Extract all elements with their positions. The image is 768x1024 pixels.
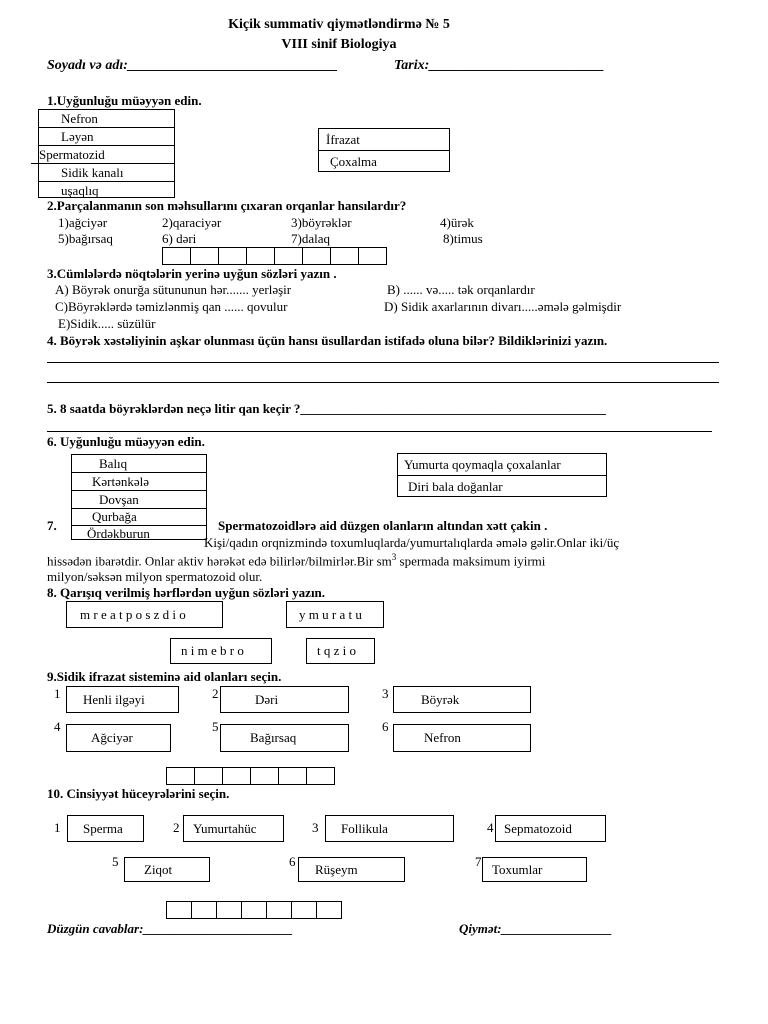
q2-option: 5)bağırsaq <box>58 231 113 246</box>
q9-option-box[interactable]: Bağırsaq <box>220 724 349 752</box>
q8-word-box: y m u r a t u <box>286 601 384 628</box>
q6-right-item: Yumurta qoymaqla çoxalanlar <box>398 454 606 476</box>
q9-number: 5 <box>212 719 219 734</box>
q7-text-line: milyon/səksən milyon spermatozoid olur. <box>47 569 263 584</box>
q10-number: 2 <box>173 820 180 835</box>
q7-number: 7. <box>47 518 57 533</box>
q6-left-item: Dovşan <box>72 491 206 509</box>
q3-item-e: E)Sidik..... süzülür <box>58 316 156 331</box>
q10-option-box[interactable]: Follikula <box>325 815 454 842</box>
q10-option-box[interactable]: Toxumlar <box>482 857 587 882</box>
q9-option-box[interactable]: Henli ilgəyi <box>66 686 179 713</box>
q7-text-part: hissədən ibarətdir. Onlar aktiv hərəkət edə bilirlər/bilmirlər.Bir sm <box>47 553 392 569</box>
q6-left-item: Ördəkburun <box>87 526 150 541</box>
q3-title: 3.Cümlələrdə nöqtələrin yerinə uyğun sözləri yazın . <box>47 266 337 281</box>
q9-number: 3 <box>382 686 389 701</box>
q1-left-item: Nefron <box>39 110 174 128</box>
q3-item-b: B) ...... və..... tək orqanlardır <box>387 282 535 297</box>
q2-option: 1)ağciyər <box>58 215 108 230</box>
q10-option-box[interactable]: Ziqot <box>124 857 210 882</box>
q2-option: 6) dəri <box>162 231 197 246</box>
q6-left-item: Kərtənkələ <box>72 473 206 491</box>
q10-title: 10. Cinsiyyət hüceyrələrini seçin. <box>47 786 230 801</box>
q10-option-box[interactable]: Yumurtahüc <box>183 815 284 842</box>
q2-option: 3)böyrəklər <box>291 215 352 230</box>
q8-word-box: n i m e b r o <box>170 638 272 664</box>
answers-field[interactable]: Düzgün cavablar:_______________________ <box>47 921 293 936</box>
q10-number: 1 <box>54 820 61 835</box>
q5-answer-line[interactable] <box>47 431 712 432</box>
q9-option-box[interactable]: Ağciyər <box>66 724 171 752</box>
q5-title: 5. 8 saatda böyrəklərdən neçə litir qan keçir ?_______________________________________________ <box>47 401 606 416</box>
q10-answer-cells[interactable] <box>167 901 342 919</box>
q1-left-item: uşaqlıq <box>61 183 99 198</box>
q8-word-box: t q z i o <box>306 638 375 664</box>
q3-item-a: A) Böyrək onurğa sütununun hər....... yerləşir <box>55 282 292 297</box>
q7-title: Spermatozoidlərə aid düzgen olanların altından xətt çakin . <box>218 518 548 533</box>
q6-title: 6. Uyğunluğu müəyyən edin. <box>47 434 205 449</box>
q4-answer-line[interactable] <box>47 382 719 383</box>
q2-title: 2.Parçalanmanın son məhsullarını çıxaran orqanlar hansılardır? <box>47 198 407 213</box>
q9-number: 2 <box>212 686 219 701</box>
q9-number: 6 <box>382 719 389 734</box>
page-title: Kiçik summativ qiymətləndirmə № 5 <box>228 17 450 32</box>
q10-number: 6 <box>289 854 296 869</box>
q4-title: 4. Böyrək xəstəliyinin aşkar olunması üçün hansı üsullardan istifadə oluna bilər? Bildiklərinizi yazın. <box>47 333 608 348</box>
q9-number: 1 <box>54 686 61 701</box>
q1-left-item: Spermatozid <box>31 146 174 164</box>
q2-answer-cells[interactable] <box>163 247 387 265</box>
q6-right-table <box>397 453 607 497</box>
q6-left-item: Qurbağa <box>72 509 206 526</box>
q1-right-table <box>318 128 450 172</box>
name-field[interactable]: Soyadı və adı:______________________________ <box>47 58 338 73</box>
q3-item-c: C)Böyrəklərdə təmizlənmiş qan ...... qovulur <box>55 299 288 314</box>
q2-option: 8)timus <box>443 231 483 246</box>
q2-option: 2)qaraciyər <box>162 215 222 230</box>
q1-left-item: Ləyən <box>39 128 174 146</box>
q9-option-box[interactable]: Dəri <box>220 686 349 713</box>
q8-title: 8. Qarışıq verilmiş hərflərdən uyğun sözləri yazın. <box>47 585 326 600</box>
grade-field[interactable]: Qiymət:_________________ <box>459 921 613 936</box>
q1-right-item: İfrazat <box>319 129 449 151</box>
q9-number: 4 <box>54 719 61 734</box>
q7-text-part: spermada maksimum iyirmi <box>396 553 546 569</box>
q6-right-item: Diri bala doğanlar <box>408 479 503 494</box>
q9-title: 9.Sidik ifrazat sisteminə aid olanları seçin. <box>47 669 282 684</box>
q10-number: 4 <box>487 820 494 835</box>
q3-item-d: D) Sidik axarlarının divarı.....əmələ gəlmişdir <box>384 299 622 314</box>
q1-left-item: Sidik kanalı <box>39 164 174 182</box>
q6-left-item: Balıq <box>72 455 206 473</box>
q2-option: 7)dalaq <box>291 231 330 246</box>
q6-left-table <box>71 454 207 540</box>
date-field[interactable]: Tarix:_________________________ <box>394 58 605 73</box>
q1-left-table <box>38 109 175 198</box>
q1-right-item: Çoxalma <box>330 154 377 169</box>
q2-option: 4)ürək <box>440 215 474 230</box>
q7-text-line <box>47 552 545 569</box>
q4-answer-line[interactable] <box>47 362 719 363</box>
q10-option-box[interactable]: Sepmatozoid <box>495 815 606 842</box>
q9-answer-cells[interactable] <box>167 767 335 785</box>
q10-option-box[interactable]: Rüşeym <box>298 857 405 882</box>
q9-option-box[interactable]: Nefron <box>393 724 531 752</box>
q10-number: 3 <box>312 820 319 835</box>
q8-word-box: m r e a t p o s z d i o <box>66 601 223 628</box>
page-subtitle: VIII sinif Biologiya <box>281 37 397 52</box>
q9-option-box[interactable]: Böyrək <box>393 686 531 713</box>
q1-title: 1.Uyğunluğu müəyyən edin. <box>47 93 202 108</box>
q7-text-line: Kişi/qadın orqnizmində toxumluqlarda/yumurtalıqlarda əmələ gəlir.Onlar iki/üç <box>204 535 620 550</box>
q10-option-box[interactable]: Sperma <box>67 815 144 842</box>
q10-number: 5 <box>112 854 119 869</box>
q7-superscript: 3 <box>391 552 397 562</box>
q10-number: 7 <box>475 854 482 869</box>
